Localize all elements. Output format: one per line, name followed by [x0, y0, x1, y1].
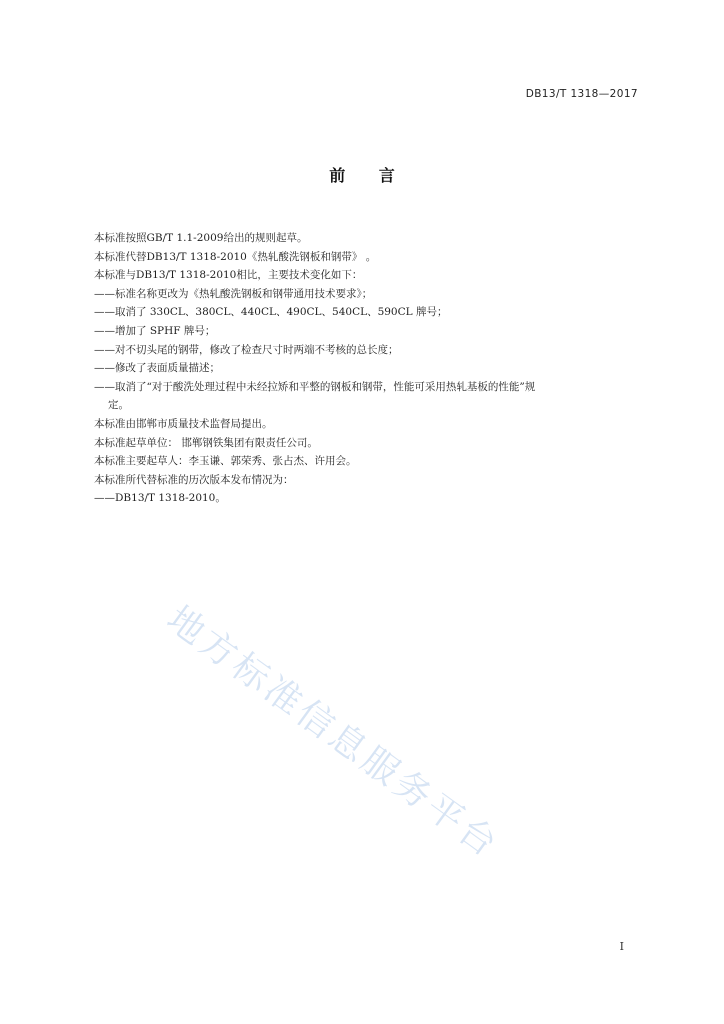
body-line-1: 本标准按照GB/T 1.1-2009给出的规则起草。: [94, 232, 308, 244]
body-line-12: 本标准起草单位： 邯郸钢铁集团有限责任公司。: [94, 436, 318, 449]
body-line-2: 本标准代替DB13/T 1318-2010《热轧酸洗钢板和钢带》 。: [94, 250, 377, 263]
body-line-13: 本标准主要起草人：李玉谦、郭荣秀、张占杰、许用会。: [94, 455, 357, 468]
body-line-9: ——取消了“对于酸洗处理过程中未经拉矫和平整的钢板和钢带，性能可采用热轧基板的性能”规: [94, 380, 536, 393]
body-line-15: ——DB13/T 1318-2010。: [94, 492, 226, 505]
watermark: 地方标准信息服务平台: [159, 598, 507, 867]
page-title: 前 言: [329, 166, 409, 185]
body-line-3: 本标准与DB13/T 1318-2010相比，主要技术变化如下：: [94, 269, 363, 282]
foreword-body: [94, 229, 642, 508]
body-line-14: 本标准所代替标准的历次版本发布情况为：: [94, 473, 294, 486]
body-line-6: ——增加了 SPHF 牌号；: [94, 324, 216, 337]
body-line-4: ——标准名称更改为《热轧酸洗钢板和钢带通用技术要求》；: [94, 287, 373, 300]
body-line-7: ——对不切头尾的钢带，修改了检查尺寸时两端不考核的总长度；: [94, 343, 399, 356]
body-line-8: ——修改了表面质量描述；: [94, 362, 220, 375]
body-line-5: ——取消了 330CL、380CL、440CL、490CL、540CL、590CL 牌号；: [94, 306, 448, 319]
body-line-11: 本标准由邯郸市质量技术监督局提出。: [94, 417, 273, 430]
page-number: I: [619, 940, 624, 953]
document-code: DB13/T 1318—2017: [525, 88, 638, 100]
body-line-10: 定。: [108, 399, 129, 412]
